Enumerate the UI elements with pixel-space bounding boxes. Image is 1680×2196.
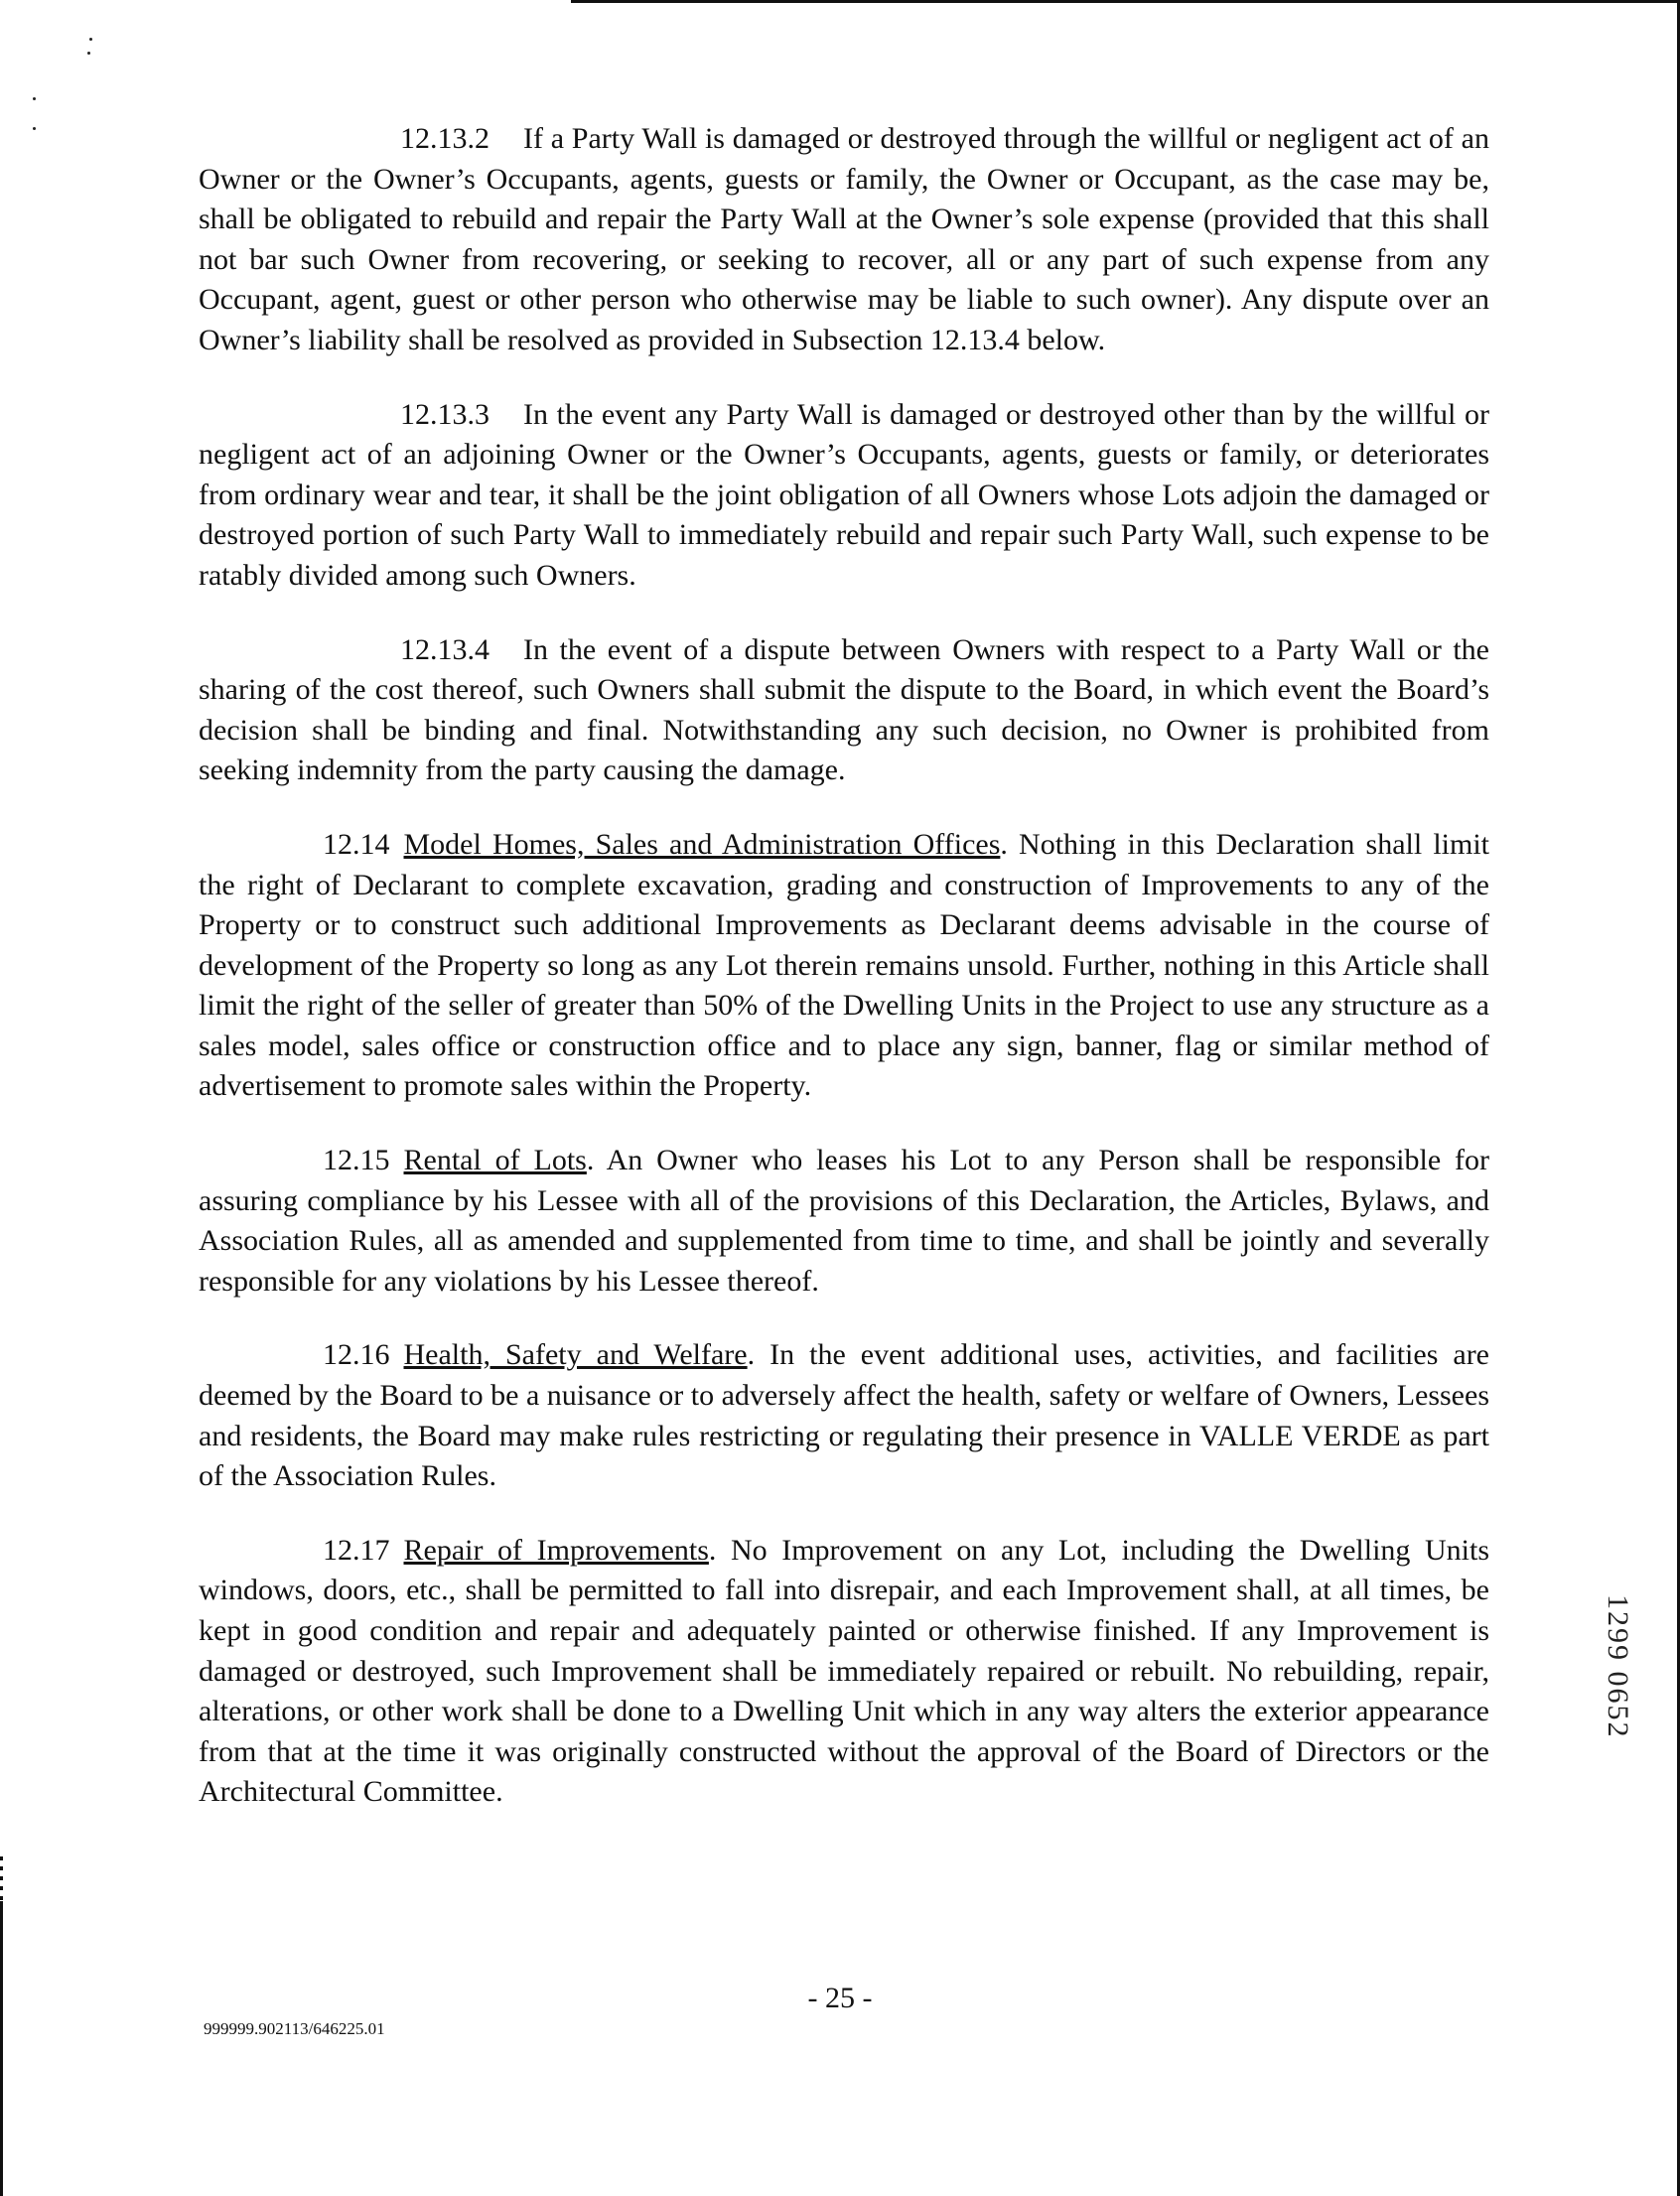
scan-speck	[33, 97, 36, 100]
section-number: 12.13.2	[400, 122, 490, 155]
paragraph-12-15: 12.15 Rental of Lots. An Owner who leases his Lot to any Person shall be responsible for assuring compliance by his Lessee with all of the provisions of this Declaration, the Articles, Bylaws, and Association Rules, all as amended and supplemented from time to time, and shall be jointly and severally responsible for any violations by his Lessee thereof.	[199, 1144, 1489, 1298]
paragraph-text: If a Party Wall is damaged or destroyed through the willful or negligent act of an Owner or the Owner’s Occupants, agents, guests or family, the Owner or Occupant, as the case may be, shall be obligated to rebuild and repair the Party Wall at the Owner’s sole expense (provided that this shall not bar such Owner from recovering, or seeking to recover, all or any part of such expense from any Occupant, agent, guest or other person who otherwise may be liable to such owner). Any dispute over an Owner’s liability shall be resolved as provided in Subsection 12.13.4 below.	[199, 122, 1489, 356]
paragraph-text: In the event additional uses, activities, and facilities are deemed by the Board to be a nuisance or to adversely affect the health, safety or welfare of Owners, Lessees and residents, the Board may make rules restricting or regulating their presence in VALLE VERDE as part of the Association Rules.	[199, 1338, 1490, 1493]
scan-speck	[33, 127, 36, 130]
paragraph-12-13-3	[199, 395, 1489, 597]
section-number: 12.13.4	[400, 632, 490, 666]
paragraph-12-17: 12.17 Repair of Improvements. No Improvement on any Lot, including the Dwelling Units windows, doors, etc., shall be permitted to fall into disrepair, and each Improvement shall, at all times, be kept in good condition and repair and adequately painted or otherwise finished. If any Improvement is damaged or destroyed, such Improvement shall be immediately repaired or rebuilt. No rebuilding, repair, alterations, or other work shall be done to a Dwelling Unit which in any way alters the exterior appearance from that at the time it was originally constructed without the approval of the Board of Directors or the Architectural Committee.	[199, 1533, 1489, 1809]
paragraph-text: An Owner who leases his Lot to any Person shall be responsible for assuring compliance by his Lessee with all of the provisions of this Declaration, the Articles, Bylaws, and Association Rules, all as amended and supplemented from time to time, and shall be jointly and severally responsible for any violations by his Lessee thereof.	[199, 1144, 1489, 1298]
paragraph-12-13-2	[199, 119, 1489, 361]
scan-speck	[89, 38, 92, 41]
section-number: 12.14	[323, 827, 390, 861]
page-number: - 25 -	[807, 1982, 873, 2014]
section-heading: Model Homes, Sales and Administration Offices	[403, 827, 1001, 861]
section-number: 12.15	[323, 1144, 390, 1177]
section-heading: Health, Safety and Welfare	[403, 1338, 748, 1372]
section-number: 12.13.3	[400, 397, 490, 431]
paragraph-12-16: 12.16 Health, Safety and Welfare. In the event additional uses, activities, and facilities are deemed by the Board to be a nuisance or to adversely affect the health, safety or welfare of Owners, Lessees and residents, the Board may make rules restricting or regulating their presence in VALLE VERDE as part of the Association Rules.	[199, 1338, 1490, 1493]
section-heading: Rental of Lots	[403, 1144, 587, 1177]
section-number: 12.17	[323, 1533, 390, 1567]
paragraph-text: In the event of a dispute between Owners with respect to a Party Wall or the sharing of the cost thereof, such Owners shall submit the dispute to the Board, in which event the Board’s decision shall be binding and final. Notwithstanding any such decision, no Owner is prohibited from seeking indemnity from the party causing the damage.	[199, 632, 1489, 787]
paragraph-text: In the event any Party Wall is damaged or destroyed other than by the willful or negligent act of an adjoining Owner or the Owner’s Occupants, agents, guests or family, or deteriorates from ordinary wear and tear, it shall be the joint obligation of all Owners whose Lots adjoin the damaged or destroyed portion of such Party Wall to immediately rebuild and repair such Party Wall, such expense to be ratably divided among such Owners.	[199, 397, 1489, 592]
scan-artifact	[0, 1856, 3, 1901]
section-heading: Repair of Improvements	[403, 1533, 709, 1567]
paragraph-12-13-4	[199, 630, 1489, 791]
paragraph-text: No Improvement on any Lot, including the Dwelling Units windows, doors, etc., shall be permitted to fall into disrepair, and each Improvement shall, at all times, be kept in good condition and repair and adequately painted or otherwise finished. If any Improvement is damaged or destroyed, such Improvement shall be immediately repaired or rebuilt. No rebuilding, repair, alterations, or other work shall be done to a Dwelling Unit which in any way alters the exterior appearance from that at the time it was originally constructed without the approval of the Board of Directors or the Architectural Committee.	[199, 1533, 1489, 1809]
recording-stamp: 1299 0652	[1602, 1594, 1634, 1739]
scan-speck	[87, 52, 90, 55]
paragraph-12-14: 12.14 Model Homes, Sales and Administration Offices. Nothing in this Declaration shall limit the right of Declarant to complete excavation, grading and construction of Improvements to any of the Property or to construct such additional Improvements as Declarant deems advisable in the course of development of the Property so long as any Lot therein remains unsold. Further, nothing in this Article shall limit the right of the seller of greater than 50% of the Dwelling Units in the Project to use any structure as a sales model, sales office or construction office and to place any sign, banner, flag or similar method of advertisement to promote sales within the Property.	[199, 827, 1489, 1103]
section-number: 12.16	[323, 1338, 390, 1372]
page-border-top	[571, 0, 1680, 3]
page-border-left	[0, 1901, 3, 2196]
paragraph-text: Nothing in this Declaration shall limit the right of Declarant to complete excavation, grading and construction of Improvements to any of the Property or to construct such additional Improvements as Declarant deems advisable in the course of development of the Property so long as any Lot therein remains unsold. Further, nothing in this Article shall limit the right of the seller of greater than 50% of the Dwelling Units in the Project to use any structure as a sales model, sales office or construction office and to place any sign, banner, flag or similar method of advertisement to promote sales within the Property.	[199, 827, 1489, 1103]
document-id: 999999.902113/646225.01	[204, 2019, 385, 2038]
document-body	[199, 119, 1489, 1847]
